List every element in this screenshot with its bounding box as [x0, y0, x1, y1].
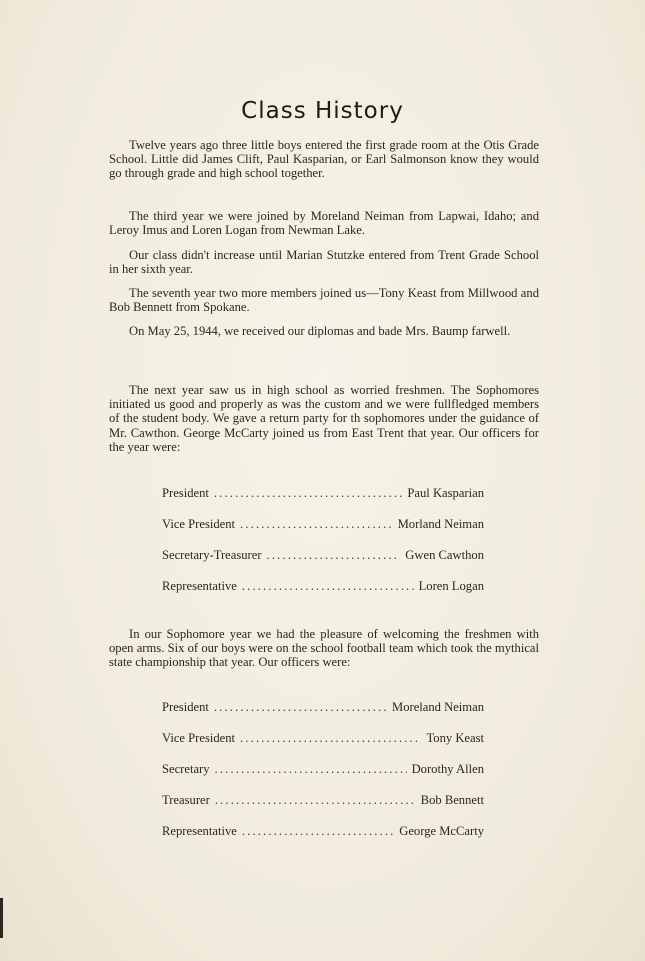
officer-row [162, 486, 484, 501]
paragraph-seventh-year: The seventh year two more members joined us—Tony Keast from Millwood and Bob Bennett from Spokane. [109, 286, 539, 315]
leader-dots [240, 731, 421, 746]
freshman-officers-list [162, 486, 484, 594]
officer-name: Moreland Neiman [392, 700, 484, 714]
officer-role: Secretary [162, 762, 210, 776]
officer-row [162, 793, 484, 808]
officer-name: Paul Kasparian [407, 486, 484, 500]
officer-row [162, 824, 484, 839]
paragraph-freshman-year: The next year saw us in high school as worried freshmen. The Sophomores initiated us good and properly as was the custom and we were fullfledged members of the student body. We gave a return party for th sophomores under the guidance of Mr. Cawthon. George McCarty joined us from East Trent that year. Our officers for the year were: [109, 383, 539, 454]
officer-row [162, 762, 484, 777]
officer-role: Representative [162, 579, 237, 593]
leader-dots [242, 579, 414, 594]
leader-dots [215, 793, 416, 808]
leader-dots [267, 548, 401, 563]
leader-dots [240, 517, 393, 532]
officer-role: Treasurer [162, 793, 210, 807]
scan-edge-mark [0, 898, 3, 938]
officer-name: Gwen Cawthon [405, 548, 484, 562]
page-title: Class History [241, 98, 404, 124]
officer-role: President [162, 486, 209, 500]
officer-row [162, 517, 484, 532]
officer-role: Secretary-Treasurer [162, 548, 262, 562]
officer-role: Vice President [162, 731, 236, 745]
officer-row [162, 548, 484, 563]
officer-name: Loren Logan [418, 579, 484, 593]
officer-row [162, 579, 484, 594]
paragraph-sophomore-year: In our Sophomore year we had the pleasure of welcoming the freshmen with open arms. Six of our boys were on the school football team which took the mythical state championship that year. Our officers were: [109, 627, 539, 670]
officer-name: Morland Neiman [397, 517, 484, 531]
officer-name: George McCarty [399, 824, 484, 838]
officer-row [162, 700, 484, 715]
sophomore-officers-list [162, 700, 484, 839]
leader-dots [242, 824, 394, 839]
leader-dots [215, 762, 407, 777]
officer-role: President [162, 700, 209, 714]
leader-dots [214, 700, 387, 715]
paragraph-otis-grade-school: Twelve years ago three little boys entered the first grade room at the Otis Grade School. Little did James Clift, Paul Kasparian, or Earl Salmonson know they would go through grade and high school together. [109, 138, 539, 181]
officer-role: Vice President [162, 517, 236, 531]
leader-dots [214, 486, 403, 501]
paragraph-diplomas: On May 25, 1944, we received our diplomas and bade Mrs. Baump farwell. [129, 324, 511, 338]
officer-name: Tony Keast [426, 731, 484, 745]
officer-row [162, 731, 484, 746]
officer-name: Bob Bennett [420, 793, 484, 807]
officer-name: Dorothy Allen [411, 762, 484, 776]
paragraph-third-year: The third year we were joined by Moreland Neiman from Lapwai, Idaho; and Leroy Imus and Loren Logan from Newman Lake. [109, 209, 539, 238]
officer-role: Representative [162, 824, 237, 838]
paragraph-sixth-year: Our class didn't increase until Marian Stutzke entered from Trent Grade School in her sixth year. [109, 248, 539, 277]
